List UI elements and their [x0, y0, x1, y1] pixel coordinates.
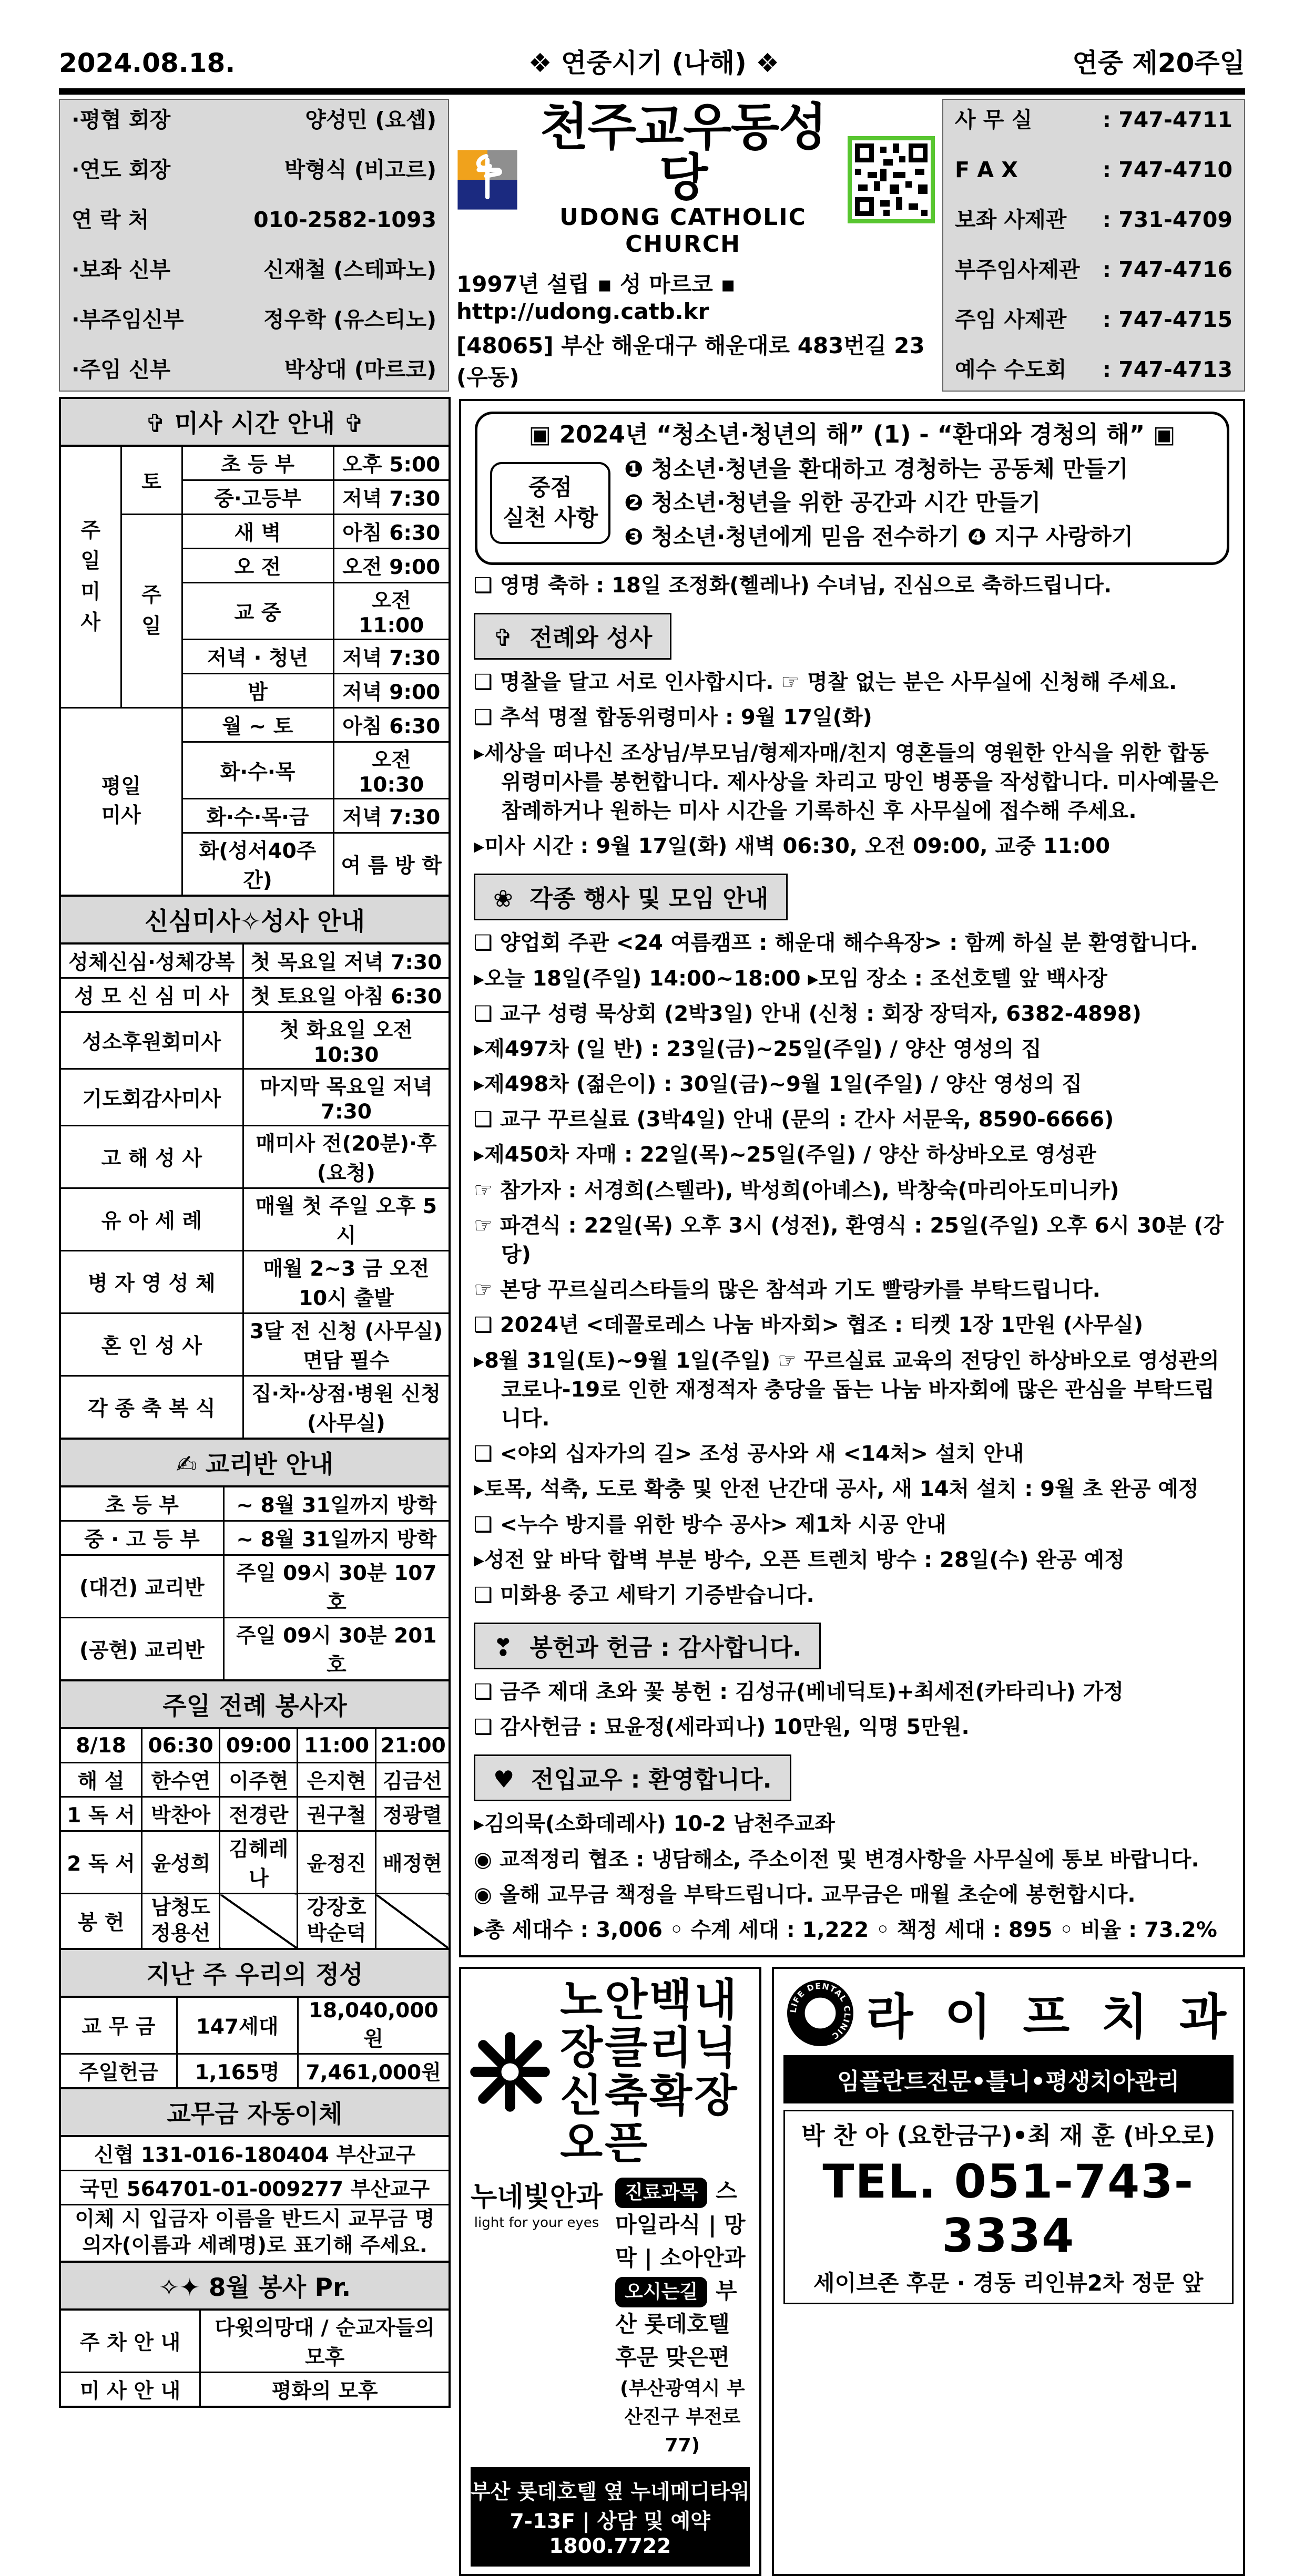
subsection-header-events	[474, 874, 788, 920]
snowflake-logo-icon	[471, 2033, 549, 2111]
announcement-line: ▸토목, 석축, 도로 확충 및 안전 난간대 공사, 새 14처 설치 : 9월 초 완공 예정	[474, 1477, 1199, 1502]
announcement-line: ❑ <야외 십자가의 길> 조성 공사와 새 <14처> 설치 안내	[474, 1442, 1024, 1466]
divider	[59, 88, 1245, 95]
cross-icon: ✞	[343, 409, 364, 438]
bank-account: 신협 131-016-180404 부산교구	[60, 2136, 450, 2171]
dental-clinic-ad	[772, 1967, 1245, 2576]
founded-line: 1997년 설립 ▪ 성 마르코 ▪ http://udong.catb.kr	[456, 271, 736, 324]
empty-cell	[375, 1894, 450, 1949]
server-name: 전경란	[220, 1797, 298, 1831]
server-name: 정광렬	[375, 1797, 450, 1831]
class-name: (공현) 교리반	[60, 1618, 223, 1681]
server-name: 한수연	[142, 1763, 220, 1797]
phone-number: 747-4711	[1118, 107, 1232, 132]
phone-label: 주임 사제관	[955, 307, 1067, 333]
group-label: 평일미사	[60, 708, 182, 896]
church-logo-icon	[456, 149, 518, 211]
server-name: 김헤레나	[220, 1831, 298, 1894]
devotion-time: 집·차·상점·병원 신청 (사무실)	[243, 1376, 450, 1439]
staff-role: ·평협 회장	[72, 107, 171, 132]
table-row	[60, 1555, 450, 1618]
staff-row	[72, 158, 436, 182]
server-name: 권구철	[298, 1797, 375, 1831]
announcement-line: ❑ 교구 꾸르실료 (3박4일) 안내 (문의 : 간사 서문욱, 8590-6666)	[474, 1107, 1114, 1132]
table-row	[60, 1831, 450, 1894]
mass-name: 새 벽	[182, 515, 333, 549]
announcement-line: ▸김의묵(소화데레사) 10-2 남천주교좌	[474, 1812, 835, 1836]
service-value: 평화의 모후	[200, 2372, 450, 2407]
announcement-line: ▸세상을 떠나신 조상님/부모님/형제자매/친지 영혼들의 영원한 안식을 위한 합동 위령미사를 봉헌합니다. 제사상을 차리고 망인 병풍을 작성합니다. 미사예물은 참례하거나 원하는 미사 시간을 기록하신 후 사무실에 접수해 주세요.	[474, 741, 1219, 823]
mass-name: 교 중	[182, 583, 333, 640]
servers-table	[59, 1727, 451, 1950]
donation-label: 교 무 금	[60, 1997, 177, 2054]
mass-time: 아침 6:30	[333, 515, 450, 549]
staff-name: 신재철 (스테파노)	[263, 257, 436, 283]
mass-name: 화·수·목·금	[182, 799, 333, 833]
section-title: 미사 시간 안내	[174, 409, 335, 438]
cross-icon: ✞	[493, 624, 513, 652]
servers-time: 06:30	[142, 1728, 220, 1763]
theme-box	[475, 412, 1229, 565]
group-label: 주일미사	[60, 446, 121, 708]
heart-exclamation-icon: ❣	[493, 1634, 513, 1662]
announcement-line: ☞ 참가자 : 서경희(스텔라), 박성희(아녜스), 박창숙(마리아도미니카)	[474, 1178, 1119, 1203]
announcement-line: ❑ 추석 명절 합동위령미사 : 9월 17일(화)	[474, 705, 872, 730]
table-row	[60, 1521, 450, 1555]
role-label: 1 독 서	[60, 1797, 142, 1831]
mass-name: 오 전	[182, 549, 333, 583]
mass-time: 여 름 방 학	[333, 833, 450, 896]
devotion-time: 마지막 목요일 저녁 7:30	[243, 1069, 450, 1126]
table-row	[60, 708, 450, 742]
empty-cell	[220, 1894, 298, 1949]
class-info: 주일 09시 30분 201호	[223, 1618, 450, 1681]
phone-row	[955, 308, 1232, 332]
server-name: 은지현	[298, 1763, 375, 1797]
colon: :	[1102, 357, 1111, 383]
mass-name: 화(성서40주간)	[182, 833, 333, 896]
masthead	[59, 99, 1245, 392]
table-row	[60, 978, 450, 1012]
announcement-line: ❑ 금주 제대 초와 꽃 봉헌 : 김성규(베네딕토)+최세전(카타리나) 가정	[474, 1680, 1124, 1705]
announcement-line: ▸미사 시간 : 9월 17일(화) 새벽 06:30, 오전 09:00, 교중 11:00	[474, 834, 1111, 859]
class-name: 중 · 고 등 부	[60, 1521, 223, 1555]
flower-icon: ❀	[493, 885, 513, 913]
mass-name: 밤	[182, 674, 333, 708]
ad-services-bar: 임플란트전문•틀니•평생치아관리	[783, 2055, 1234, 2103]
badge: 진료과목	[615, 2178, 707, 2208]
mass-name: 월 ~ 토	[182, 708, 333, 742]
heart-icon: ♥	[493, 1766, 515, 1794]
announcement-line: ❑ 양업회 주관 <24 여름캠프 : 해운대 해수욕장> : 함께 하실 분 환영합니다.	[474, 931, 1198, 956]
role-label: 해 설	[60, 1763, 142, 1797]
servers-date: 8/18	[60, 1728, 142, 1763]
sunday-week: 연중 제20주일	[1072, 48, 1245, 78]
ad-address: (부산광역시 부산진구 부전로 77)	[620, 2378, 745, 2457]
announcement-line: ▸8월 31일(토)~9월 1일(주일) ☞ 꾸르실료 교육의 전당인 하상바오로 영성관의 코로나-19로 인한 재정적자 충당을 돕는 나눔 바자회에 많은 관심을 부탁드립니다.	[474, 1348, 1219, 1431]
announcement-line: ❑ 감사헌금 : 묘윤정(세라피나) 10만원, 익명 5만원.	[474, 1715, 970, 1740]
church-name-english: UDONG CATHOLIC CHURCH	[559, 204, 807, 258]
server-name: 윤성희	[142, 1831, 220, 1894]
table-row	[60, 2054, 450, 2088]
staff-name: 박상대 (마르코)	[284, 357, 436, 383]
subsection-header-newcomers	[474, 1754, 791, 1801]
ad-contact-bar: 부산 롯데호텔 옆 누네메디타워 7-13F | 상담 및 예약 1800.7722	[471, 2467, 750, 2567]
announcement-line: ▸제497차 (일 반) : 23일(금)~25일(주일) / 양산 영성의 집	[474, 1036, 1042, 1061]
mass-time: 아침 6:30	[333, 708, 450, 742]
staff-name: 010-2582-1093	[253, 207, 436, 233]
servers-time: 11:00	[298, 1728, 375, 1763]
section-header-devotion	[59, 895, 451, 945]
announcement-line: ☞ 파견식 : 22일(목) 오후 3시 (성전), 환영식 : 25일(주일) 오후 6시 30분 (강당)	[474, 1213, 1224, 1267]
donation-label: 주일헌금	[60, 2054, 177, 2088]
donation-amount: 18,040,000원	[298, 1997, 450, 2054]
day-label: 토	[121, 446, 182, 515]
class-info: 주일 09시 30분 107호	[223, 1555, 450, 1618]
servers-time: 09:00	[220, 1728, 298, 1763]
section-title: 주일 전례 봉사자	[162, 1692, 347, 1721]
subsection-title: 봉헌과 헌금 : 감사합니다.	[529, 1634, 802, 1662]
server-name: 박찬아	[142, 1797, 220, 1831]
announcement-line: ▸성전 앞 바닥 합벽 부분 방수, 오픈 트렌치 방수 : 28일(수) 완공 예정	[474, 1547, 1125, 1572]
staff-name: 양성민 (요셉)	[305, 107, 436, 132]
server-name: 남청도 정용선	[142, 1894, 220, 1949]
devotion-name: 성소후원회미사	[60, 1012, 243, 1069]
announcement-line: ❑ 미화용 중고 세탁기 기증받습니다.	[474, 1583, 814, 1607]
theme-title: ▣ 2024년 “청소년·청년의 해” (1) - “환대와 경청의 해” ▣	[528, 420, 1176, 448]
section-title: 교무금 자동이체	[167, 2099, 343, 2129]
section-header-mass-times	[59, 397, 451, 447]
catechism-table	[59, 1485, 451, 1681]
bank-account: 국민 564701-01-009277 부산교구	[60, 2170, 450, 2204]
devotion-time: 매월 2~3 금 오전 10시 출발	[243, 1251, 450, 1313]
devotion-time: 매월 첫 주일 오후 5시	[243, 1188, 450, 1251]
phone-row	[955, 208, 1232, 232]
announcement-line: ❑ 교구 성령 묵상회 (2박3일) 안내 (신청 : 회장 장덕자, 6382-4898)	[474, 1001, 1142, 1026]
theme-item: ❸ 청소년·청년에게 믿음 전수하기 ❹ 지구 사랑하기	[624, 524, 1134, 550]
server-name: 김금선	[375, 1763, 450, 1797]
mass-time: 저녁 9:00	[333, 674, 450, 708]
section-title: 신심미사✧성사 안내	[145, 907, 365, 936]
address-line: [48065] 부산 해운대구 해운대로 483번길 23 (우동)	[456, 333, 925, 390]
ads-row	[459, 1967, 1245, 2576]
donation-amount: 7,461,000원	[298, 2054, 450, 2088]
phone-row	[955, 158, 1232, 182]
theme-items	[624, 453, 1133, 555]
ad-title: 신축확장오픈	[560, 2069, 739, 2169]
mass-time: 저녁 7:30	[333, 480, 450, 515]
devotion-time: 첫 화요일 오전 10:30	[243, 1012, 450, 1069]
table-row	[60, 1997, 450, 2054]
subsection-title: 전입교우 : 환영합니다.	[531, 1766, 772, 1794]
phone-box	[942, 99, 1245, 392]
donation-count: 147세대	[177, 1997, 298, 2054]
mass-time: 오후 5:00	[333, 446, 450, 480]
issue-date: 2024.08.18.	[59, 48, 236, 78]
devotion-time: 첫 토요일 아침 6:30	[243, 978, 450, 1012]
mass-name: 화·수·목	[182, 742, 333, 799]
phone-row	[955, 258, 1232, 282]
subsection-title: 전례와 성사	[529, 624, 653, 652]
role-label: 2 독 서	[60, 1831, 142, 1894]
role-label: 봉 헌	[60, 1894, 142, 1949]
staff-name: 정우학 (유스티노)	[263, 307, 436, 333]
table-row	[60, 1763, 450, 1797]
table-row	[60, 2310, 450, 2373]
table-row	[60, 2136, 450, 2171]
pencil-icon: ✍	[176, 1450, 197, 1479]
liturgical-season: ❖ 연중시기 (나해) ❖	[528, 48, 780, 78]
ad-doctors: 박 찬 아 (요한금구)•최 재 훈 (바오로)	[801, 2121, 1216, 2150]
service-label: 주 차 안 내	[60, 2310, 200, 2373]
subsection-title: 각종 행사 및 모임 안내	[529, 885, 769, 913]
devotion-name: 유 아 세 례	[60, 1188, 243, 1251]
colon: :	[1102, 157, 1111, 183]
left-column	[59, 399, 451, 2408]
staff-row	[72, 258, 436, 282]
class-info: ~ 8월 31일까지 방학	[223, 1521, 450, 1555]
august-service-table	[59, 2308, 451, 2408]
colon: :	[1102, 207, 1111, 233]
mass-time: 저녁 7:30	[333, 640, 450, 674]
announcement-line: ▸제450차 자매 : 22일(목)~25일(주일) / 양산 하상바오로 영성관	[474, 1143, 1096, 1167]
donations-table	[59, 1996, 451, 2089]
announcement-line: ▸제498차 (젊은이) : 30일(금)~9월 1일(주일) / 양산 영성의 집	[474, 1072, 1082, 1097]
ad-location: 세이브존 후문 · 경동 리인뷰2차 정문 앞	[813, 2270, 1204, 2296]
phone-number: 747-4715	[1118, 307, 1232, 333]
day-label: 주일	[121, 515, 182, 708]
ad-line	[615, 2174, 749, 2274]
staff-row	[72, 358, 436, 382]
theme-side-label: 중점 실천 사항	[490, 462, 610, 544]
section-header-autopay	[59, 2087, 451, 2137]
devotion-name: 고 해 성 사	[60, 1126, 243, 1188]
sparkle-icon: ✧✦	[158, 2273, 200, 2302]
staff-row	[72, 308, 436, 332]
table-row	[60, 943, 450, 978]
devotion-name: 성 모 신 심 미 사	[60, 978, 243, 1012]
devotion-name: 혼 인 성 사	[60, 1313, 243, 1376]
table-row	[60, 446, 450, 480]
staff-role: ·주임 신부	[72, 357, 171, 383]
mass-name: 초 등 부	[182, 446, 333, 480]
mass-name: 저녁 · 청년	[182, 640, 333, 674]
table-row	[60, 2372, 450, 2407]
staff-role: 연 락 처	[72, 207, 149, 233]
phone-row	[955, 108, 1232, 132]
donation-count: 1,165명	[177, 2054, 298, 2088]
ad-text: 스마일라식 | 망막 | 소아안과	[615, 2178, 746, 2271]
ad-text: 부산 롯데호텔 후문 맞은편	[615, 2277, 737, 2370]
table-row	[60, 1797, 450, 1831]
staff-box	[59, 99, 449, 392]
announcement-line: ❑ 명찰을 달고 서로 인사합시다. ☞ 명찰 없는 분은 사무실에 신청해 주세요.	[474, 670, 1177, 695]
table-row	[60, 1486, 450, 1521]
phone-number: 731-4709	[1118, 207, 1232, 233]
table-row	[60, 1069, 450, 1126]
svg-text:LIFE DENTAL CLINIC: LIFE DENTAL CLINIC	[788, 1981, 852, 2041]
service-label: 미 사 안 내	[60, 2372, 200, 2407]
phone-number: 747-4716	[1118, 257, 1232, 283]
announcements-box	[459, 399, 1245, 1957]
table-row	[60, 1618, 450, 1681]
phone-label: 보좌 사제관	[955, 207, 1067, 233]
devotion-time: 매미사 전(20분)·후(요청)	[243, 1126, 450, 1188]
devotion-name: 병 자 영 성 체	[60, 1251, 243, 1313]
announcement-line: ☞ 본당 꾸르실리스타들의 많은 참석과 기도 빨랑카를 부탁드립니다.	[474, 1278, 1101, 1302]
announcement-line: ❑ 영명 축하 : 18일 조정화(헬레나) 수녀님, 진심으로 축하드립니다.	[474, 573, 1112, 598]
ad-tagline: light for your eyes	[474, 2215, 599, 2231]
autopay-note: 이체 시 입금자 이름을 반드시 교무금 명의자(이름과 세례명)로 표기해 주세요.	[60, 2204, 450, 2262]
devotion-table	[59, 942, 451, 1440]
cross-icon: ✞	[145, 409, 166, 438]
church-name-korean: 천주교우동성당	[539, 98, 827, 207]
table-row	[60, 1126, 450, 1188]
table-row	[60, 1251, 450, 1313]
mass-time: 오전 11:00	[333, 583, 450, 640]
servers-time: 21:00	[375, 1728, 450, 1763]
mass-schedule-table	[59, 445, 451, 897]
section-header-donations	[59, 1948, 451, 1998]
phone-label: F A X	[955, 157, 1018, 183]
mass-name: 중·고등부	[182, 480, 333, 515]
table-row	[60, 1376, 450, 1439]
staff-role: ·부주임신부	[72, 307, 184, 333]
ad-title: 라 이 프 치 과	[866, 1989, 1234, 2046]
table-row	[60, 1313, 450, 1376]
dental-logo-icon	[783, 1976, 857, 2050]
ad-line	[615, 2274, 749, 2374]
devotion-name: 기도회감사미사	[60, 1069, 243, 1126]
table-row	[60, 1894, 450, 1949]
phone-label: 사 무 실	[955, 107, 1033, 132]
devotion-name: 각 종 축 복 식	[60, 1376, 243, 1439]
section-title: 교리반 안내	[205, 1450, 334, 1479]
phone-number: 747-4713	[1118, 357, 1232, 383]
ad-title: 노안백내장클리닉	[560, 1974, 739, 2074]
right-column	[459, 399, 1245, 2576]
phone-label: 예수 수도회	[955, 357, 1067, 383]
service-value: 다윗의망대 / 순교자들의모후	[200, 2310, 450, 2373]
page-header	[59, 42, 1245, 80]
announcement-line: ◉ 교적정리 협조 : 냉담해소, 주소이전 및 변경사항을 사무실에 통보 바랍니다.	[474, 1847, 1199, 1872]
announcement-line: ❑ <누수 방지를 위한 방수 공사> 제1차 시공 안내	[474, 1512, 947, 1537]
staff-role: ·연도 회장	[72, 157, 171, 183]
subsection-header-liturgy	[474, 613, 671, 660]
class-name: 초 등 부	[60, 1486, 223, 1521]
church-identity	[456, 99, 935, 392]
server-name: 배정현	[375, 1831, 450, 1894]
ad-brand: 누네빛안과 light for your eyes	[471, 2181, 603, 2231]
table-row	[60, 2170, 450, 2204]
section-title: 8월 봉사 Pr.	[208, 2273, 351, 2302]
badge: 오시는길	[615, 2277, 707, 2307]
table-row	[60, 1012, 450, 1069]
eye-clinic-ad	[459, 1967, 761, 2576]
class-info: ~ 8월 31일까지 방학	[223, 1486, 450, 1521]
mass-time: 오전 9:00	[333, 549, 450, 583]
announcement-line: ❑ 2024년 <데꼴로레스 나눔 바자회> 협조 : 티켓 1장 1만원 (사무실)	[474, 1313, 1144, 1338]
phone-number: 747-4710	[1118, 157, 1232, 183]
staff-row	[72, 208, 436, 232]
announcement-line: ▸오늘 18일(주일) 14:00~18:00 ▸모임 장소 : 조선호텔 앞 백사장	[474, 966, 1107, 991]
colon: :	[1102, 307, 1111, 333]
theme-item: ❶ 청소년·청년을 환대하고 경청하는 공동체 만들기	[624, 456, 1128, 483]
staff-role: ·보좌 신부	[72, 257, 171, 283]
staff-row	[72, 108, 436, 132]
theme-item: ❷ 청소년·청년을 위한 공간과 시간 만들기	[624, 490, 1041, 516]
autopay-table	[59, 2135, 451, 2263]
table-row	[60, 2204, 450, 2262]
section-header-servers	[59, 1679, 451, 1729]
mass-time: 저녁 7:30	[333, 799, 450, 833]
announcement-line: ◉ 올해 교무금 책정을 부탁드립니다. 교무금은 매월 초순에 봉헌합시다.	[474, 1882, 1136, 1907]
devotion-name: 성체신심·성체강복	[60, 943, 243, 978]
qr-code	[848, 136, 935, 223]
devotion-time: 첫 목요일 저녁 7:30	[243, 943, 450, 978]
subsection-header-offering	[474, 1623, 821, 1669]
mass-time: 오전 10:30	[333, 742, 450, 799]
section-header-catechism	[59, 1438, 451, 1487]
colon: :	[1102, 107, 1111, 132]
devotion-time: 3달 전 신청 (사무실) 면담 필수	[243, 1313, 450, 1376]
colon: :	[1102, 257, 1111, 283]
server-name: 이주현	[220, 1763, 298, 1797]
phone-label: 부주임사제관	[955, 257, 1080, 283]
section-header-august-service	[59, 2261, 451, 2311]
phone-row	[955, 358, 1232, 382]
ad-phone: TEL. 051-743-3334	[822, 2154, 1195, 2263]
staff-name: 박형식 (비고르)	[284, 157, 436, 183]
server-name: 강장호 박순덕	[298, 1894, 375, 1949]
server-name: 윤정진	[298, 1831, 375, 1894]
class-name: (대건) 교리반	[60, 1555, 223, 1618]
table-row	[60, 1728, 450, 1763]
announcement-line: ▸총 세대수 : 3,006 ◦ 수계 세대 : 1,222 ◦ 책정 세대 : 895 ◦ 비율 : 73.2%	[474, 1918, 1217, 1942]
section-title: 지난 주 우리의 정성	[146, 1960, 363, 1989]
table-row	[60, 1188, 450, 1251]
